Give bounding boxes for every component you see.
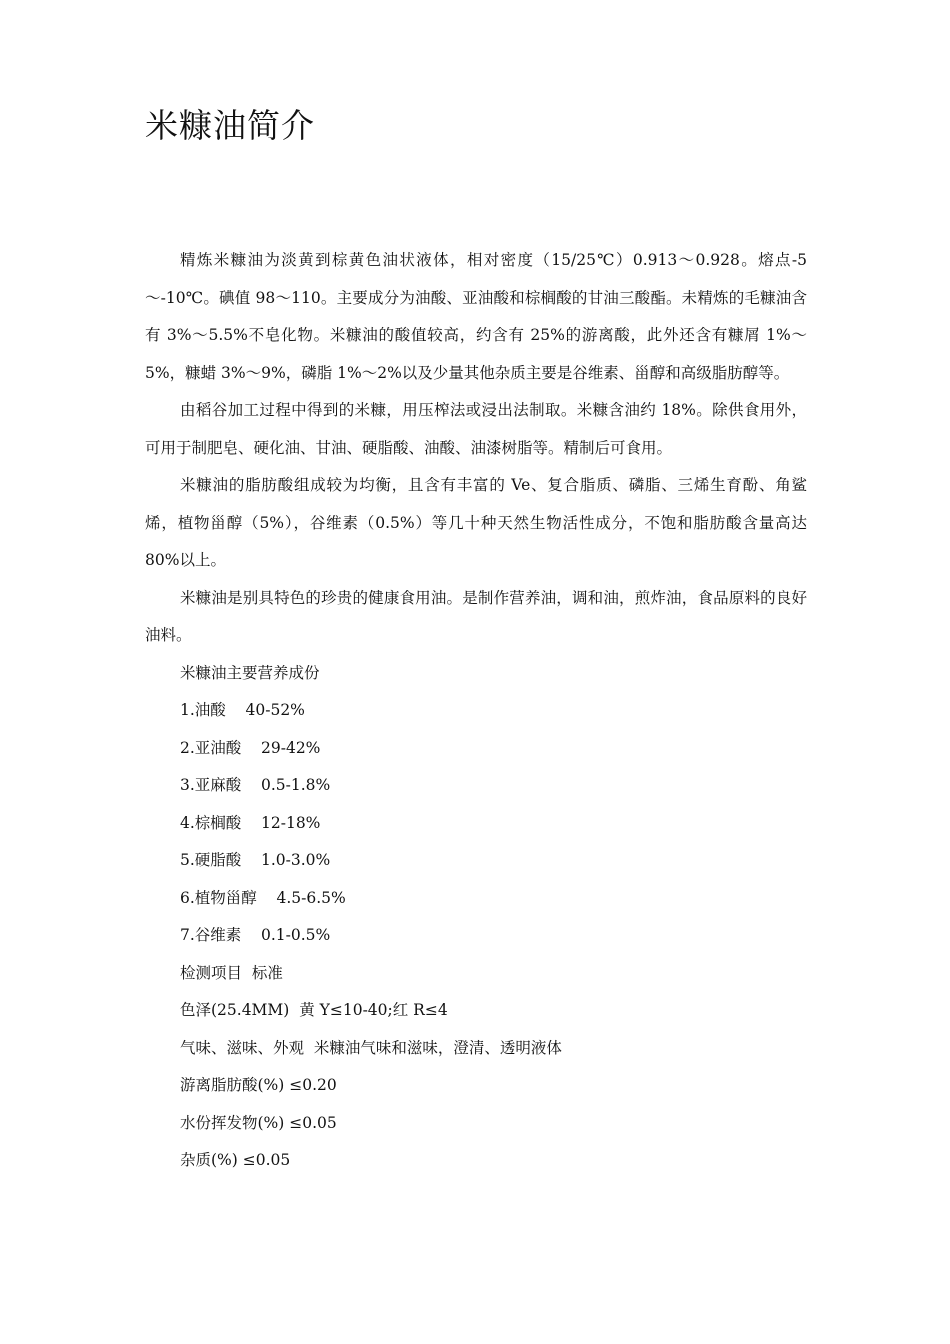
nutrition-item-linoleic: 2.亚油酸 29-42% [180, 738, 321, 757]
paragraph-composition: 米糠油的脂肪酸组成较为均衡，且含有丰富的 Ve、复合脂质、磷脂、三烯生育酚、角鲨烯，植物甾醇（5%），谷维素（0.5%）等几十种天然生物活性成分，不饱和脂肪酸含量高达 80%以上。 [145, 476, 807, 569]
paragraph-uses: 米糠油是别具特色的珍贵的健康食用油。是制作营养油，调和油，煎炸油，食品原料的良好油料。 [145, 588, 807, 644]
paragraph-production: 由稻谷加工过程中得到的米糠，用压榨法或浸出法制取。米糠含油约 18%。除供食用外，可用于制肥皂、硬化油、甘油、硬脂酸、油酸、油漆树脂等。精制后可食用。 [145, 401, 807, 457]
nutrition-item-phytosterol: 6.植物甾醇 4.5-6.5% [180, 888, 346, 907]
nutrition-item-linolenic: 3.亚麻酸 0.5-1.8% [180, 776, 331, 794]
standards-heading: 检测项目 标准 [180, 963, 283, 982]
nutrition-heading: 米糠油主要营养成份 [180, 663, 320, 682]
document-title: 米糠油简介 [145, 106, 315, 145]
nutrition-item-oryzanol: 7.谷维素 0.1-0.5% [180, 926, 331, 944]
standard-color: 色泽(25.4MM) 黄 Y≤10-40;红 R≤4 [180, 1001, 448, 1019]
nutrition-item-stearic: 5.硬脂酸 1.0-3.0% [180, 851, 331, 869]
nutrition-item-palmitic: 4.棕榈酸 12-18% [180, 813, 321, 832]
standard-appearance: 气味、滋味、外观 米糠油气味和滋味，澄清、透明液体 [180, 1038, 562, 1057]
document-body [145, 242, 807, 1180]
paragraph-properties: 精炼米糠油为淡黄到棕黄色油状液体，相对密度（15/25℃）0.913～0.928。熔点-5～-10℃。碘值 98～110。主要成分为油酸、亚油酸和棕榈酸的甘油三酸酯。未精炼的毛糠油含有 3%～5.5%不皂化物。米糠油的酸值较高，约含有 25%的游离酸，此外还含有糠屑 1%～5%，糠蜡 3%～9%，磷脂 1%～2%以及少量其他杂质主要是谷维素、甾醇和高级脂肪醇等。 [145, 251, 807, 382]
standard-moisture: 水份挥发物(%) ≤0.05 [180, 1113, 337, 1132]
standard-impurities: 杂质(%) ≤0.05 [180, 1151, 291, 1169]
standard-free-fatty-acid: 游离脂肪酸(%) ≤0.20 [180, 1076, 337, 1094]
nutrition-item-oleic: 1.油酸 40-52% [180, 701, 305, 719]
